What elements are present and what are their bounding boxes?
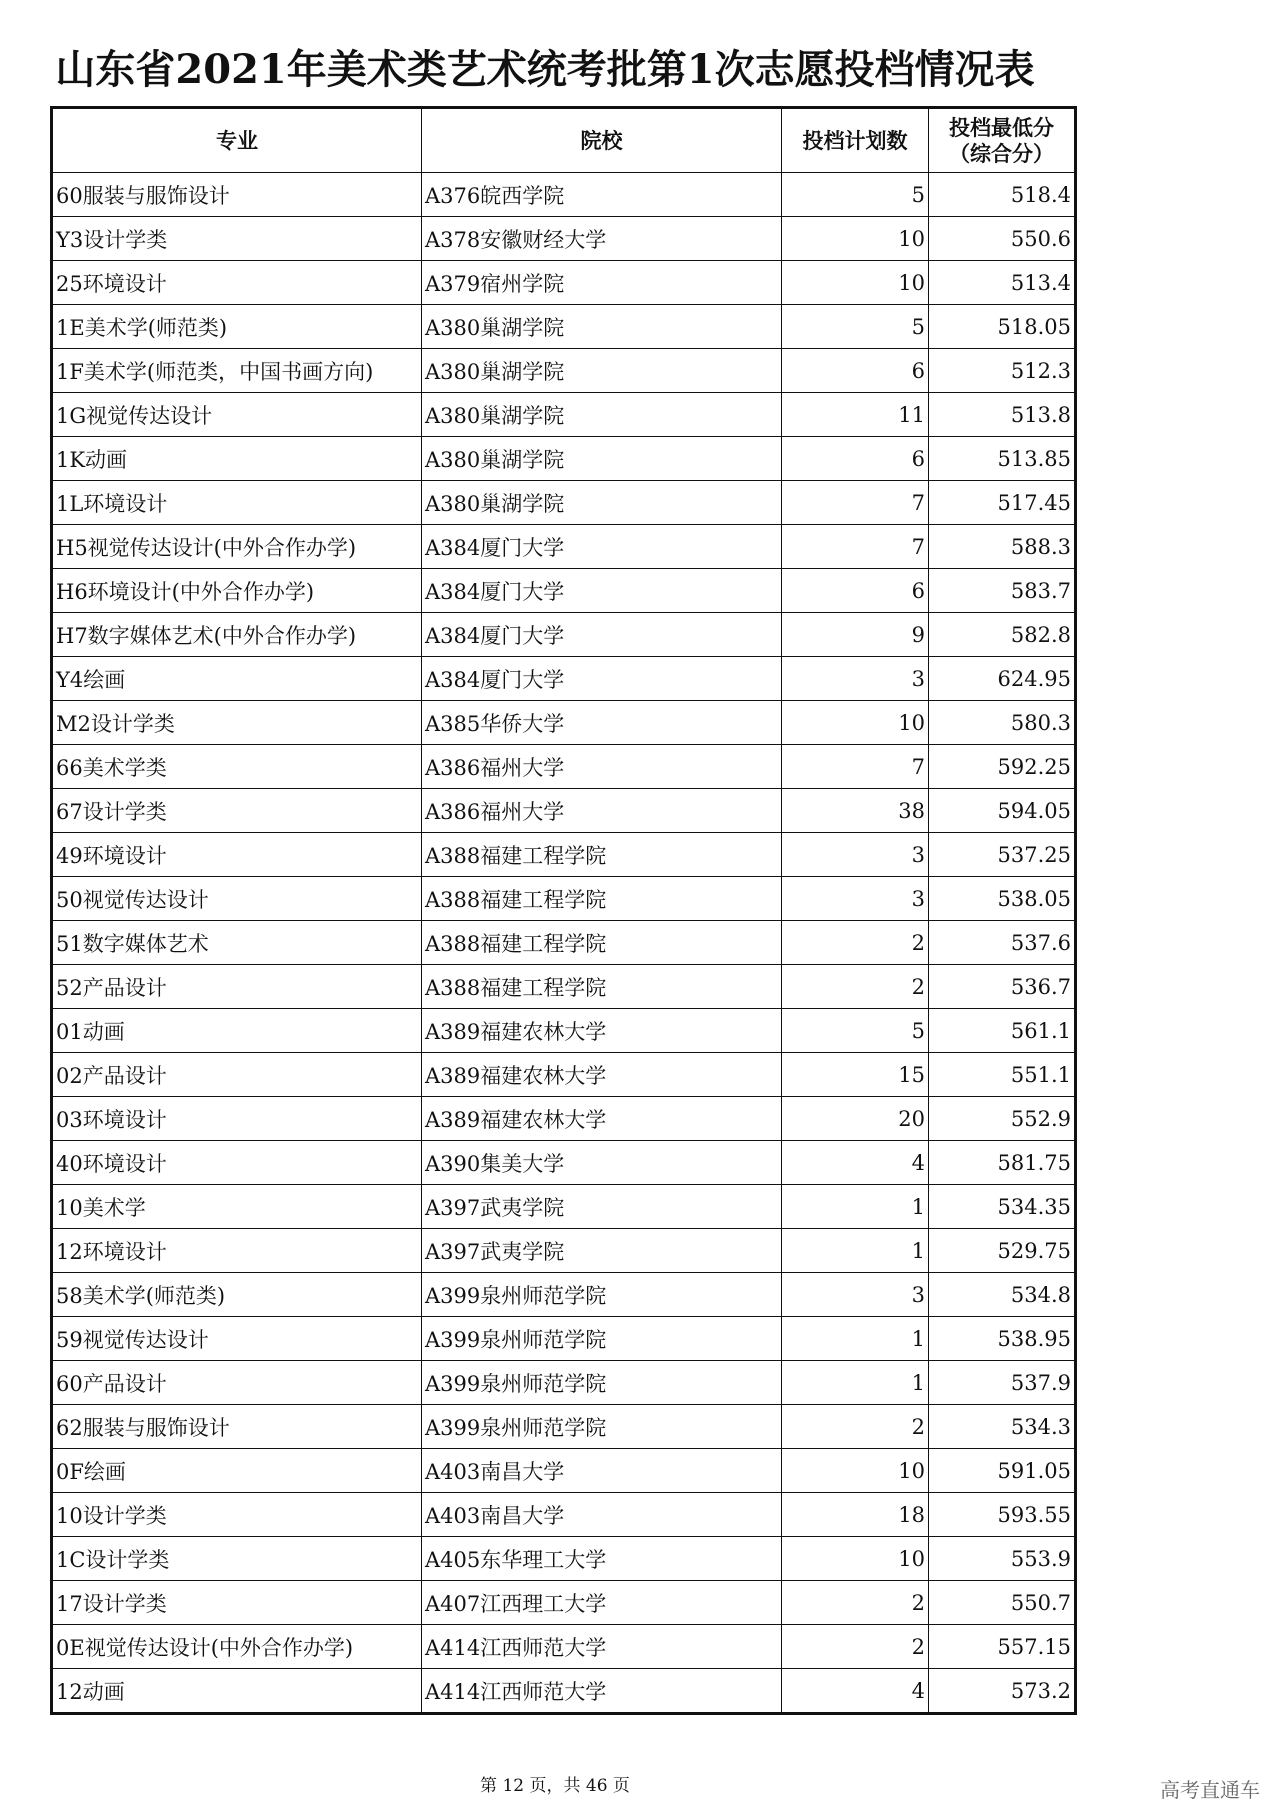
table-row: [52, 1097, 1076, 1141]
cell-school: A388福建工程学院: [422, 921, 782, 965]
cell-score: 513.4: [929, 261, 1076, 305]
table-row: [52, 393, 1076, 437]
table-row: [52, 965, 1076, 1009]
cell-score: 550.7: [929, 1581, 1076, 1625]
cell-plan: 5: [782, 305, 929, 349]
cell-score: 593.55: [929, 1493, 1076, 1537]
cell-school: A385华侨大学: [422, 701, 782, 745]
cell-major: 03环境设计: [52, 1097, 422, 1141]
cell-plan: 4: [782, 1669, 929, 1714]
cell-major: 59视觉传达设计: [52, 1317, 422, 1361]
table-row: [52, 1141, 1076, 1185]
cell-score: 573.2: [929, 1669, 1076, 1714]
cell-score: 537.9: [929, 1361, 1076, 1405]
cell-score: 582.8: [929, 613, 1076, 657]
cell-school: A388福建工程学院: [422, 833, 782, 877]
cell-major: 1C设计学类: [52, 1537, 422, 1581]
table-row: [52, 1361, 1076, 1405]
cell-major: 62服装与服饰设计: [52, 1405, 422, 1449]
cell-major: 67设计学类: [52, 789, 422, 833]
table-row: [52, 1405, 1076, 1449]
cell-major: 1K动画: [52, 437, 422, 481]
cell-score: 592.25: [929, 745, 1076, 789]
cell-score: 580.3: [929, 701, 1076, 745]
cell-school: A397武夷学院: [422, 1185, 782, 1229]
cell-score: 518.4: [929, 173, 1076, 217]
cell-score: 518.05: [929, 305, 1076, 349]
cell-score: 537.25: [929, 833, 1076, 877]
cell-major: 58美术学(师范类): [52, 1273, 422, 1317]
cell-plan: 7: [782, 525, 929, 569]
cell-plan: 15: [782, 1053, 929, 1097]
cell-plan: 5: [782, 1009, 929, 1053]
table-row: [52, 833, 1076, 877]
cell-score: 534.8: [929, 1273, 1076, 1317]
cell-score: 591.05: [929, 1449, 1076, 1493]
cell-score: 538.95: [929, 1317, 1076, 1361]
table-row: [52, 569, 1076, 613]
cell-major: 60产品设计: [52, 1361, 422, 1405]
cell-score: 513.8: [929, 393, 1076, 437]
table-header-row: [52, 108, 1076, 173]
cell-school: A405东华理工大学: [422, 1537, 782, 1581]
cell-major: 10设计学类: [52, 1493, 422, 1537]
cell-school: A399泉州师范学院: [422, 1317, 782, 1361]
cell-school: A389福建农林大学: [422, 1009, 782, 1053]
table-row: [52, 305, 1076, 349]
table-row: [52, 261, 1076, 305]
cell-plan: 10: [782, 701, 929, 745]
cell-school: A384厦门大学: [422, 569, 782, 613]
cell-school: A388福建工程学院: [422, 877, 782, 921]
cell-score: 517.45: [929, 481, 1076, 525]
cell-school: A414江西师范大学: [422, 1669, 782, 1714]
cell-score: 624.95: [929, 657, 1076, 701]
cell-plan: 18: [782, 1493, 929, 1537]
cell-plan: 3: [782, 1273, 929, 1317]
cell-score: 538.05: [929, 877, 1076, 921]
cell-school: A397武夷学院: [422, 1229, 782, 1273]
cell-plan: 1: [782, 1229, 929, 1273]
cell-major: 1F美术学(师范类，中国书画方向): [52, 349, 422, 393]
cell-plan: 38: [782, 789, 929, 833]
cell-score: 550.6: [929, 217, 1076, 261]
page-title: 山东省2021年美术类艺术统考批第1次志愿投档情况表: [55, 46, 1035, 93]
cell-score: 581.75: [929, 1141, 1076, 1185]
cell-plan: 10: [782, 261, 929, 305]
cell-school: A399泉州师范学院: [422, 1273, 782, 1317]
cell-plan: 10: [782, 1537, 929, 1581]
cell-plan: 2: [782, 1581, 929, 1625]
table-row: [52, 481, 1076, 525]
cell-plan: 7: [782, 745, 929, 789]
cell-major: 1G视觉传达设计: [52, 393, 422, 437]
cell-score: 512.3: [929, 349, 1076, 393]
watermark: 高考直通车: [1160, 1778, 1260, 1802]
cell-score: 529.75: [929, 1229, 1076, 1273]
cell-score: 594.05: [929, 789, 1076, 833]
cell-major: 02产品设计: [52, 1053, 422, 1097]
cell-plan: 5: [782, 173, 929, 217]
cell-major: 0F绘画: [52, 1449, 422, 1493]
cell-major: 1E美术学(师范类): [52, 305, 422, 349]
cell-school: A403南昌大学: [422, 1493, 782, 1537]
cell-major: H6环境设计(中外合作办学): [52, 569, 422, 613]
cell-plan: 2: [782, 1405, 929, 1449]
cell-major: 60服装与服饰设计: [52, 173, 422, 217]
cell-major: 66美术学类: [52, 745, 422, 789]
cell-school: A389福建农林大学: [422, 1053, 782, 1097]
cell-major: 1L环境设计: [52, 481, 422, 525]
table-row: [52, 1317, 1076, 1361]
cell-plan: 2: [782, 921, 929, 965]
cell-plan: 20: [782, 1097, 929, 1141]
cell-score: 537.6: [929, 921, 1076, 965]
table-row: [52, 1537, 1076, 1581]
cell-score: 561.1: [929, 1009, 1076, 1053]
cell-major: 12动画: [52, 1669, 422, 1714]
cell-school: A399泉州师范学院: [422, 1405, 782, 1449]
cell-score: 553.9: [929, 1537, 1076, 1581]
table-row: [52, 1273, 1076, 1317]
cell-major: 51数字媒体艺术: [52, 921, 422, 965]
cell-major: M2设计学类: [52, 701, 422, 745]
table-row: [52, 701, 1076, 745]
cell-school: A380巢湖学院: [422, 481, 782, 525]
table-row: [52, 1053, 1076, 1097]
cell-major: 0E视觉传达设计(中外合作办学): [52, 1625, 422, 1669]
table-row: [52, 437, 1076, 481]
header-min-score-line1: 投档最低分: [949, 115, 1054, 140]
cell-school: A380巢湖学院: [422, 437, 782, 481]
cell-plan: 10: [782, 217, 929, 261]
cell-major: 10美术学: [52, 1185, 422, 1229]
cell-plan: 3: [782, 877, 929, 921]
cell-major: 52产品设计: [52, 965, 422, 1009]
cell-school: A376皖西学院: [422, 173, 782, 217]
table-body: [52, 173, 1076, 1714]
table-row: [52, 525, 1076, 569]
cell-school: A378安徽财经大学: [422, 217, 782, 261]
cell-score: 552.9: [929, 1097, 1076, 1141]
cell-major: Y3设计学类: [52, 217, 422, 261]
table-row: [52, 217, 1076, 261]
cell-plan: 11: [782, 393, 929, 437]
cell-plan: 1: [782, 1361, 929, 1405]
cell-school: A386福州大学: [422, 789, 782, 833]
cell-plan: 3: [782, 833, 929, 877]
table-row: [52, 613, 1076, 657]
cell-major: 49环境设计: [52, 833, 422, 877]
cell-score: 534.35: [929, 1185, 1076, 1229]
cell-school: A384厦门大学: [422, 613, 782, 657]
page-number: 第 12 页，共 46 页: [480, 1776, 630, 1796]
cell-school: A384厦门大学: [422, 525, 782, 569]
cell-school: A379宿州学院: [422, 261, 782, 305]
cell-major: 12环境设计: [52, 1229, 422, 1273]
cell-score: 583.7: [929, 569, 1076, 613]
table-row: [52, 1009, 1076, 1053]
table-row: [52, 173, 1076, 217]
cell-plan: 6: [782, 349, 929, 393]
cell-score: 534.3: [929, 1405, 1076, 1449]
cell-major: 40环境设计: [52, 1141, 422, 1185]
table-row: [52, 921, 1076, 965]
header-min-score-line2: （综合分）: [949, 141, 1054, 166]
table-row: [52, 1493, 1076, 1537]
cell-major: H7数字媒体艺术(中外合作办学): [52, 613, 422, 657]
cell-major: 25环境设计: [52, 261, 422, 305]
header-min-score: [929, 108, 1076, 173]
table-row: [52, 1581, 1076, 1625]
table-row: [52, 1669, 1076, 1714]
admission-table: [50, 106, 1077, 1715]
cell-school: A407江西理工大学: [422, 1581, 782, 1625]
cell-major: H5视觉传达设计(中外合作办学): [52, 525, 422, 569]
cell-major: 17设计学类: [52, 1581, 422, 1625]
cell-school: A380巢湖学院: [422, 393, 782, 437]
table-row: [52, 745, 1076, 789]
header-school: 院校: [422, 108, 782, 173]
cell-major: Y4绘画: [52, 657, 422, 701]
cell-major: 50视觉传达设计: [52, 877, 422, 921]
cell-school: A388福建工程学院: [422, 965, 782, 1009]
cell-score: 513.85: [929, 437, 1076, 481]
table-row: [52, 1229, 1076, 1273]
table-row: [52, 1625, 1076, 1669]
table-row: [52, 789, 1076, 833]
cell-plan: 2: [782, 1625, 929, 1669]
cell-plan: 2: [782, 965, 929, 1009]
cell-school: A399泉州师范学院: [422, 1361, 782, 1405]
cell-school: A386福州大学: [422, 745, 782, 789]
cell-plan: 6: [782, 569, 929, 613]
cell-school: A384厦门大学: [422, 657, 782, 701]
table-row: [52, 349, 1076, 393]
header-plan: 投档计划数: [782, 108, 929, 173]
cell-plan: 7: [782, 481, 929, 525]
cell-plan: 6: [782, 437, 929, 481]
cell-major: 01动画: [52, 1009, 422, 1053]
table-row: [52, 1449, 1076, 1493]
cell-score: 551.1: [929, 1053, 1076, 1097]
cell-school: A390集美大学: [422, 1141, 782, 1185]
cell-score: 557.15: [929, 1625, 1076, 1669]
cell-school: A380巢湖学院: [422, 305, 782, 349]
cell-school: A380巢湖学院: [422, 349, 782, 393]
cell-school: A389福建农林大学: [422, 1097, 782, 1141]
table-row: [52, 1185, 1076, 1229]
cell-score: 536.7: [929, 965, 1076, 1009]
table-row: [52, 657, 1076, 701]
cell-plan: 4: [782, 1141, 929, 1185]
table-row: [52, 877, 1076, 921]
cell-plan: 9: [782, 613, 929, 657]
cell-school: A414江西师范大学: [422, 1625, 782, 1669]
cell-plan: 1: [782, 1317, 929, 1361]
cell-score: 588.3: [929, 525, 1076, 569]
cell-school: A403南昌大学: [422, 1449, 782, 1493]
cell-plan: 1: [782, 1185, 929, 1229]
cell-plan: 3: [782, 657, 929, 701]
cell-plan: 10: [782, 1449, 929, 1493]
header-major: 专业: [52, 108, 422, 173]
